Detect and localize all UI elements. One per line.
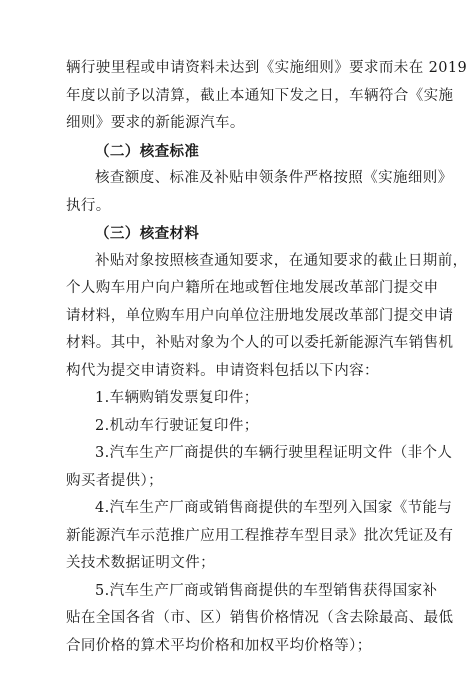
text-line: 4.汽车生产厂商或销售商提供的车型列入国家《节能与 <box>95 500 453 516</box>
section-heading-standards: （二）核查标准 <box>95 142 200 160</box>
text-line: 补贴对象按照核查通知要求，在通知要求的截止日期前， <box>95 252 468 269</box>
text-line: 年度以前予以清算，截止本通知下发之日，车辆符合《实施 <box>66 87 454 104</box>
text-line: 细则》要求的新能源汽车。 <box>66 115 245 131</box>
text-line: 贴在全国各省（市、区）销售价格情况（含去除最高、最低 <box>66 610 454 626</box>
text-line: 构代为提交申请资料。申请资料包括以下内容： <box>66 362 379 379</box>
list-item <box>66 578 454 661</box>
text-line: 1.车辆购销发票复印件； <box>95 390 259 406</box>
list-item <box>66 413 412 441</box>
text-line: 新能源汽车示范推广应用工程推荐车型目录》批次凭证及有 <box>66 527 454 544</box>
text-line: 合同价格的算术平均价格和加权平均价格等）； <box>66 637 372 654</box>
list-item <box>66 495 454 578</box>
paragraph-materials <box>66 248 468 386</box>
text-line: 购买者提供）； <box>66 472 164 489</box>
list-item <box>66 385 412 413</box>
text-line: 3.汽车生产厂商提供的车辆行驶里程证明文件（非个人 <box>95 445 453 461</box>
text-line: 个人购车用户向户籍所在地或暂住地发展改革部门提交申 <box>66 280 439 296</box>
text-line: 2.机动车行驶证复印件； <box>95 417 259 434</box>
list-item <box>66 440 453 495</box>
text-line: 关技术数据证明文件； <box>66 555 215 571</box>
paragraph-continuation <box>66 55 468 138</box>
text-line: 辆行驶里程或申请资料未达到《实施细则》要求而未在 2019 <box>66 60 468 76</box>
text-line: 核查额度、标准及补贴申领条件严格按照《实施细则》 <box>95 170 453 186</box>
text-line: 5.汽车生产厂商或销售商提供的车型销售获得国家补 <box>95 582 438 599</box>
paragraph-standards <box>66 165 453 220</box>
text-line: 材料。其中，补贴对象为个人的可以委托新能源汽车销售机 <box>66 335 454 351</box>
section-heading-materials: （三）核查材料 <box>95 225 200 242</box>
text-line: 执行。 <box>66 197 111 214</box>
text-line: 请材料，单位购车用户向单位注册地发展改革部门提交申请 <box>66 307 454 324</box>
document-page <box>66 55 468 660</box>
